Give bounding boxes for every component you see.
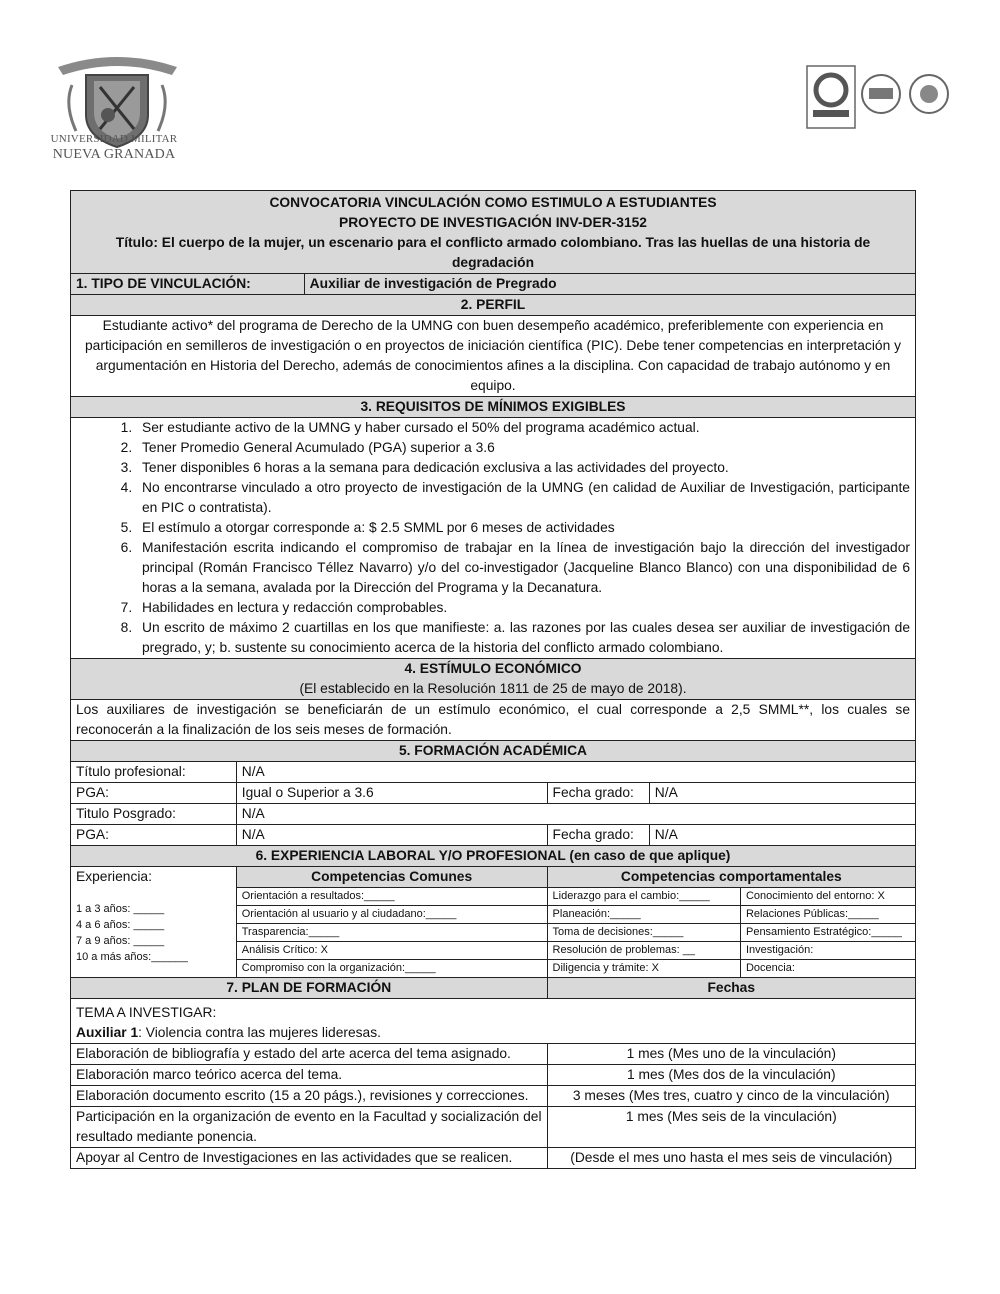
list-item: 1. Ser estudiante activo de la UMNG y haber cursado el 50% del programa académico actual. bbox=[136, 418, 910, 438]
plan-activity: Elaboración de bibliografía y estado del arte acerca del tema asignado. bbox=[71, 1044, 548, 1065]
competencia-item: Resolución de problemas: __ bbox=[547, 942, 740, 960]
competencia-item: Análisis Crítico: X bbox=[236, 942, 547, 960]
section-heading-perfil: 2. PERFIL bbox=[71, 295, 916, 316]
tipo-vinculacion-value: Auxiliar de investigación de Pregrado bbox=[304, 274, 915, 295]
list-item: 3. Tener disponibles 6 horas a la semana para dedicación exclusiva a las actividades del proyecto. bbox=[136, 458, 910, 478]
list-item: 5. El estímulo a otorgar corresponde a: $ 2.5 SMML por 6 meses de actividades bbox=[136, 518, 910, 538]
requisitos-list-cell bbox=[71, 418, 916, 659]
competencia-item: Pensamiento Estratégico:_____ bbox=[740, 924, 915, 942]
tipo-vinculacion-label: 1. TIPO DE VINCULACIÓN: bbox=[71, 274, 305, 295]
plan-activity: Elaboración marco teórico acerca del tema. bbox=[71, 1065, 548, 1086]
competencia-item: Compromiso con la organización:_____ bbox=[236, 960, 547, 978]
fecha-grado-label: Fecha grado: bbox=[547, 783, 649, 804]
fecha-grado-value: N/A bbox=[649, 783, 915, 804]
pga-label: PGA: bbox=[71, 783, 237, 804]
section-heading-requisitos: 3. REQUISITOS DE MÍNIMOS EXIGIBLES bbox=[71, 397, 916, 418]
competencia-item: Relaciones Públicas:_____ bbox=[740, 906, 915, 924]
list-item: 6. Manifestación escrita indicando el compromiso de trabajar en la línea de investigación bajo la dirección del investigador principal (Román Francisco Téllez Navarro) y/o del co-investigador (Jacqueline Blanco Blanco) con una disponibilidad de 6 horas a la semana, avalada por la Dirección del Programa y la Decanatura. bbox=[136, 538, 910, 598]
list-item: 2. Tener Promedio General Acumulado (PGA) superior a 3.6 bbox=[136, 438, 910, 458]
section-heading-experiencia: 6. EXPERIENCIA LABORAL Y/O PROFESIONAL (en caso de que aplique) bbox=[71, 846, 916, 867]
plan-date: 3 meses (Mes tres, cuatro y cinco de la vinculación) bbox=[547, 1086, 915, 1107]
plan-date: 1 mes (Mes seis de la vinculación) bbox=[547, 1107, 915, 1148]
plan-activity: Participación en la organización de evento en la Facultad y socialización del resultado mediante ponencia. bbox=[71, 1107, 548, 1148]
list-item: 7. Habilidades en lectura y redacción comprobables. bbox=[136, 598, 910, 618]
section-heading-plan: 7. PLAN DE FORMACIÓN bbox=[71, 978, 548, 999]
titulo-profesional-value: N/A bbox=[236, 762, 915, 783]
plan-activity: Apoyar al Centro de Investigaciones en las actividades que se realicen. bbox=[71, 1148, 548, 1169]
competencia-item: Investigación: bbox=[740, 942, 915, 960]
competencia-item: Planeación:_____ bbox=[547, 906, 740, 924]
titulo-profesional-label: Título profesional: bbox=[71, 762, 237, 783]
pga-label: PGA: bbox=[71, 825, 237, 846]
convocatoria-form bbox=[70, 190, 916, 1169]
pga-value: N/A bbox=[236, 825, 547, 846]
titulo-posgrado-value: N/A bbox=[236, 804, 915, 825]
auxiliar-label: Auxiliar 1 bbox=[76, 1025, 139, 1040]
university-name: UNIVERSIDAD MILITAR NUEVA GRANADA bbox=[50, 133, 178, 162]
plan-date: 1 mes (Mes dos de la vinculación) bbox=[547, 1065, 915, 1086]
fecha-grado-value: N/A bbox=[649, 825, 915, 846]
titulo-posgrado-label: Titulo Posgrado: bbox=[71, 804, 237, 825]
plan-date: 1 mes (Mes uno de la vinculación) bbox=[547, 1044, 915, 1065]
competencia-item: Docencia: bbox=[740, 960, 915, 978]
auxiliar-topic: : Violencia contra las mujeres lideresas. bbox=[138, 1025, 381, 1040]
experiencia-cell: Experiencia: 1 a 3 años: _____ 4 a 6 años: _____ 7 a 9 años: _____ 10 a más años:______ bbox=[71, 867, 237, 978]
competencias-comunes-heading: Competencias Comunes bbox=[236, 867, 547, 888]
fechas-heading: Fechas bbox=[547, 978, 915, 999]
perfil-text: Estudiante activo* del programa de Derecho de la UMNG con buen desempeño académico, preferiblemente con experiencia en participación en semilleros de investigación o en proyectos de iniciación científica (PIC). Debe tener competencias en interpretación y argumentación en Historia del Derecho, además de conocimientos afines a la disciplina. Con capacidad de trabajo autónomo y en equipo. bbox=[71, 316, 916, 397]
competencia-item: Orientación a resultados:_____ bbox=[236, 888, 547, 906]
competencia-item: Diligencia y trámite: X bbox=[547, 960, 740, 978]
competencias-comportamentales-heading: Competencias comportamentales bbox=[547, 867, 915, 888]
competencia-item: Trasparencia:_____ bbox=[236, 924, 547, 942]
experiencia-ranges: 1 a 3 años: _____ 4 a 6 años: _____ 7 a 9 años: _____ 10 a más años:______ bbox=[76, 903, 188, 963]
requisitos-list bbox=[76, 418, 910, 658]
competencia-item: Toma de decisiones:_____ bbox=[547, 924, 740, 942]
estimulo-text: Los auxiliares de investigación se beneficiarán de un estímulo económico, el cual corresponde a 2,5 SMML**, los cuales se reconocerán a la finalización de los seis meses de formación. bbox=[71, 700, 916, 741]
tema-cell: TEMA A INVESTIGAR: Auxiliar 1: Violencia contra las mujeres lideresas. bbox=[71, 999, 916, 1044]
section-heading-formacion: 5. FORMACIÓN ACADÉMICA bbox=[71, 741, 916, 762]
list-item: 4. No encontrarse vinculado a otro proyecto de investigación de la UMNG (en calidad de Auxiliar de Investigación, participante en PIC o contratista). bbox=[136, 478, 910, 518]
competencia-item: Conocimiento del entorno: X bbox=[740, 888, 915, 906]
section-heading-estimulo: 4. ESTÍMULO ECONÓMICO (El establecido en la Resolución 1811 de 25 de mayo de 2018). bbox=[71, 659, 916, 700]
plan-activity: Elaboración documento escrito (15 a 20 págs.), revisiones y correcciones. bbox=[71, 1086, 548, 1107]
fecha-grado-label: Fecha grado: bbox=[547, 825, 649, 846]
pga-value: Igual o Superior a 3.6 bbox=[236, 783, 547, 804]
certification-logos bbox=[805, 64, 955, 134]
list-item: 8. Un escrito de máximo 2 cuartillas en los que manifieste: a. las razones por las cuales desea ser auxiliar de investigación de pregrado, y; b. sustente su conocimiento acerca de la historia del conflicto armado colombiano. bbox=[136, 618, 910, 658]
document-title: CONVOCATORIA VINCULACIÓN COMO ESTIMULO A ESTUDIANTES PROYECTO DE INVESTIGACIÓN INV-DER-3152 Título: El cuerpo de la mujer, un escenario para el conflicto armado colombiano. Tras las huellas de una historia de degradación bbox=[71, 191, 916, 274]
competencia-item: Liderazgo para el cambio:_____ bbox=[547, 888, 740, 906]
plan-date: (Desde el mes uno hasta el mes seis de vinculación) bbox=[547, 1148, 915, 1169]
competencia-item: Orientación al usuario y al ciudadano:_____ bbox=[236, 906, 547, 924]
